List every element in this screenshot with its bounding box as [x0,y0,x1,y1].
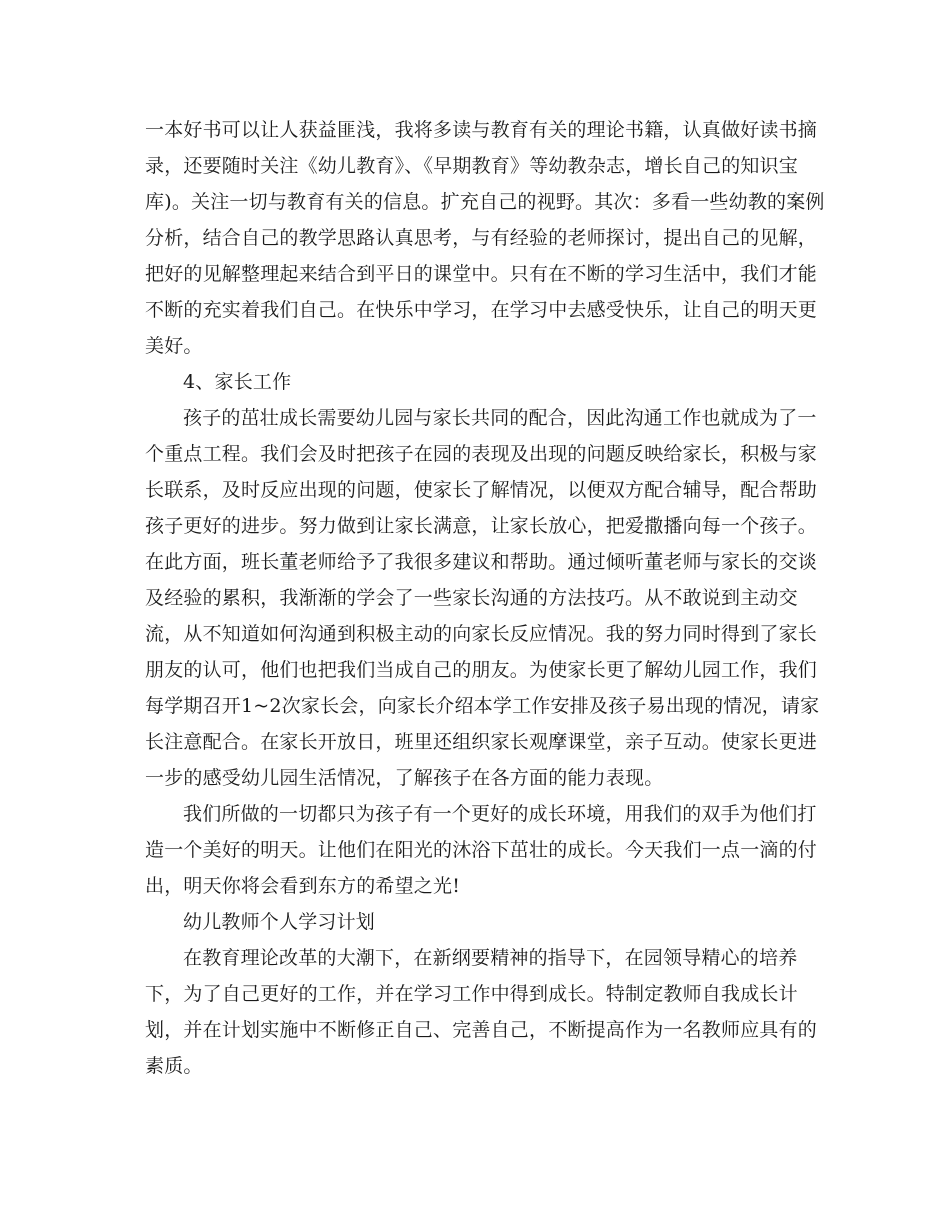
paragraph-line: 录，还要随时关注《幼儿教育》、《早期教育》等幼教杂志，增长自己的知识宝 [145,155,799,177]
paragraph-line: 孩子更好的进步。努力做到让家长满意，让家长放心，把爱撒播向每一个孩子。 [145,515,818,537]
paragraph-line: 在此方面，班长董老师给予了我很多建议和帮助。通过倾听董老师与家长的交谈 [145,551,818,573]
paragraph-line: 一本好书可以让人获益匪浅，我将多读与教育有关的理论书籍，认真做好读书摘 [145,119,818,141]
paragraph-line: 不断的充实着我们自己。在快乐中学习，在学习中去感受快乐，让自己的明天更 [145,299,818,321]
paragraph-line: 朋友的认可，他们也把我们当成自己的朋友。为使家长更了解幼儿园工作，我们 [145,659,818,681]
paragraph-line: 我们所做的一切都只为孩子有一个更好的成长环境，用我们的双手为他们打 [183,803,817,825]
paragraph-line: 造一个美好的明天。让他们在阳光的沐浴下茁壮的成长。今天我们一点一滴的付 [145,839,818,861]
paragraph-line: 流，从不知道如何沟通到积极主动的向家长反应情况。我的努力同时得到了家长 [145,623,818,645]
paragraph-line: 库)。关注一切与教育有关的信息。扩充自己的视野。其次：多看一些幼教的案例 [145,191,825,213]
paragraph-line: 素质。 [145,1055,203,1077]
section-heading: 幼儿教师个人学习计划 [183,911,376,933]
paragraph-line: 一步的感受幼儿园生活情况，了解孩子在各方面的能力表现。 [145,767,664,789]
paragraph-line: 美好。 [145,335,203,357]
paragraph-line: 出，明天你将会看到东方的希望之光! [145,875,461,897]
paragraph-line: 下，为了自己更好的工作，并在学习工作中得到成长。特制定教师自我成长计 [145,983,798,1005]
paragraph-line: 及经验的累积，我渐渐的学会了一些家长沟通的方法技巧。从不敢说到主动交 [145,587,798,609]
paragraph-line: 划，并在计划实施中不断修正自己、完善自己，不断提高作为一名教师应具有的 [145,1019,818,1041]
paragraph-line: 每学期召开1~2次家长会，向家长介绍本学工作安排及孩子易出现的情况，请家 [145,695,820,717]
paragraph-line: 长注意配合。在家长开放日，班里还组织家长观摩课堂，亲子互动。使家长更进 [145,731,818,753]
paragraph-line: 孩子的茁壮成长需要幼儿园与家长共同的配合，因此沟通工作也就成为了一 [183,407,817,429]
paragraph-line: 个重点工程。我们会及时把孩子在园的表现及出现的问题反映给家长，积极与家 [145,443,818,465]
section-heading: 4、家长工作 [183,371,292,393]
paragraph-line: 把好的见解整理起来结合到平日的课堂中。只有在不断的学习生活中，我们才能 [145,263,818,285]
paragraph-line: 长联系，及时反应出现的问题，使家长了解情况，以便双方配合辅导，配合帮助 [145,479,818,501]
paragraph-line: 分析，结合自己的教学思路认真思考，与有经验的老师探讨，提出自己的见解， [145,227,818,249]
paragraph-line: 在教育理论改革的大潮下，在新纲要精神的指导下，在园领导精心的培养 [183,947,798,969]
